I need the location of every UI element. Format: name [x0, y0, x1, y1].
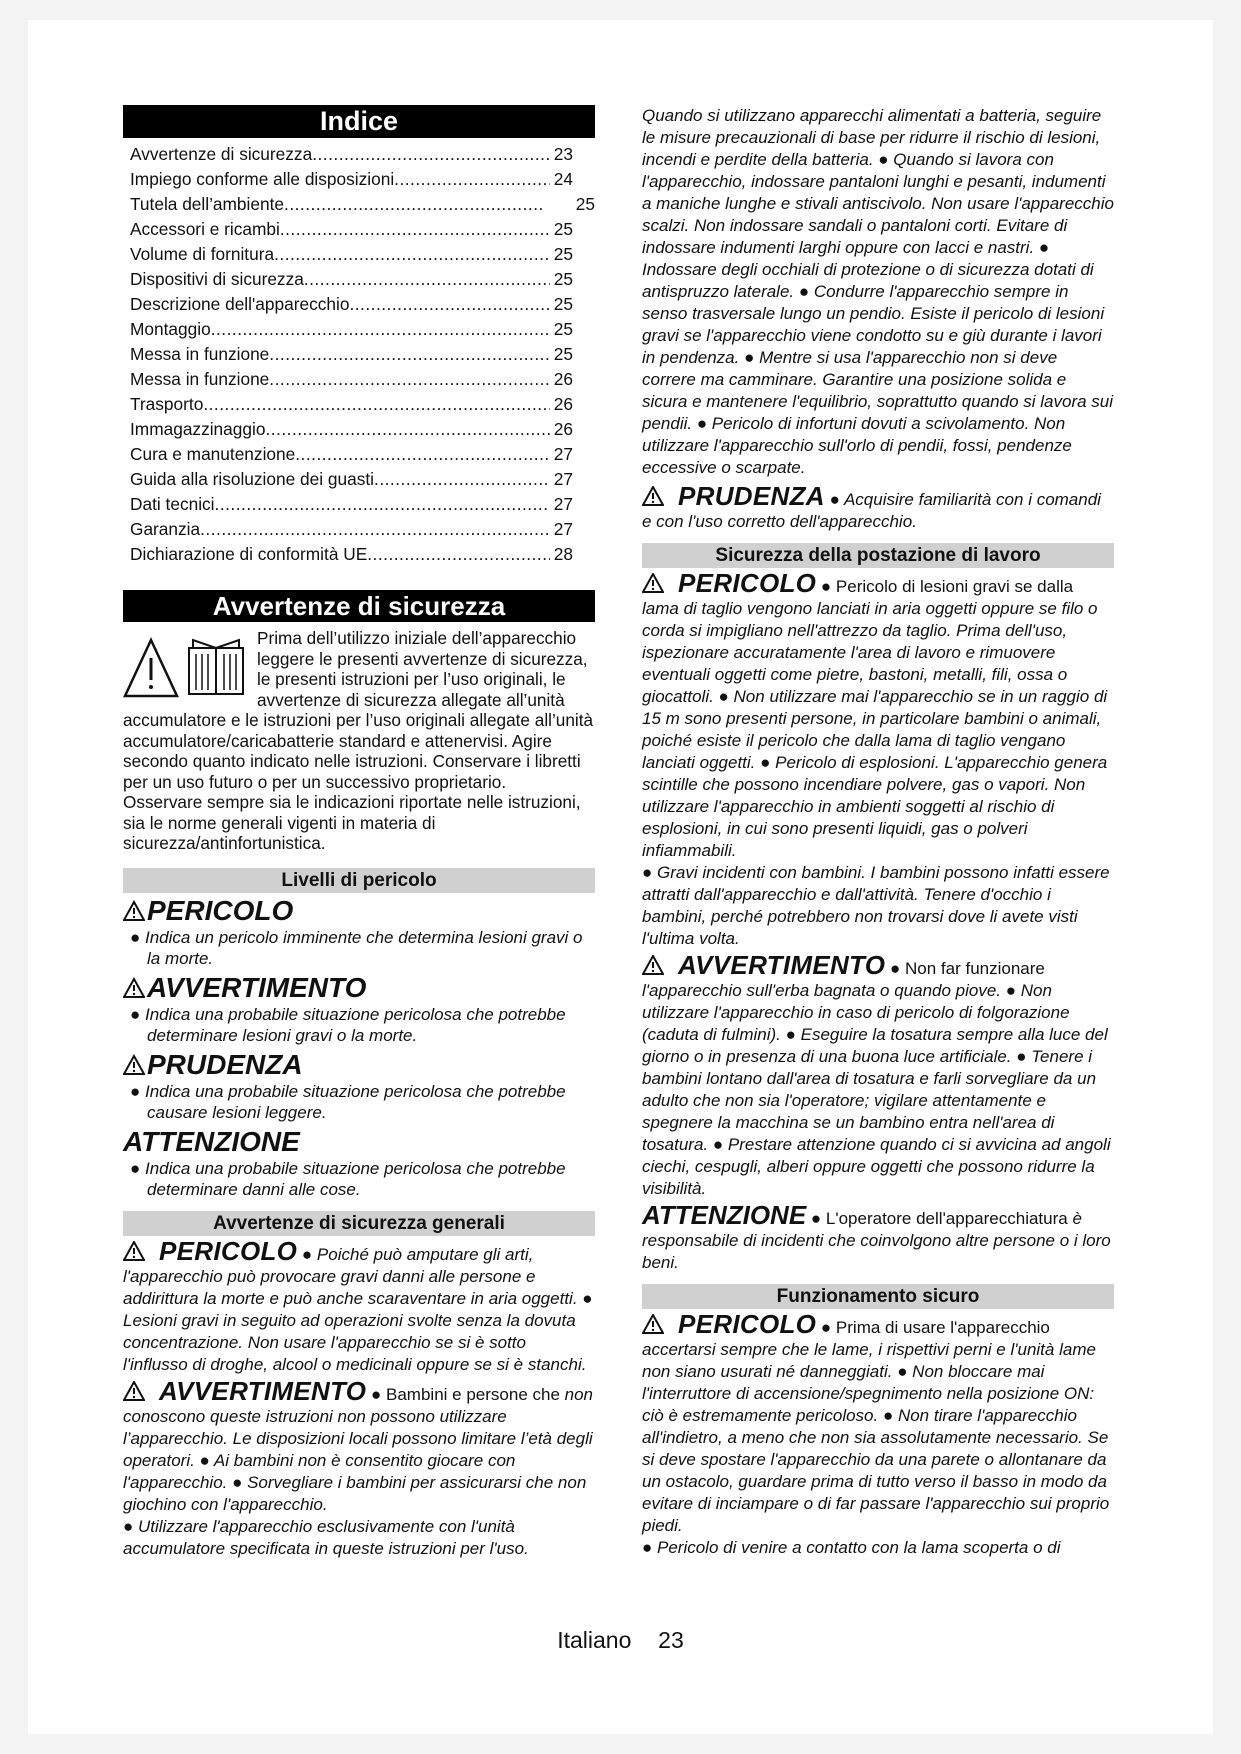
toc-item[interactable]: Messa in funzione ..... 25	[130, 342, 595, 367]
warning-icon	[123, 1381, 145, 1401]
general-avvertimento: AVVERTIMENTO ● Bambini e persone che non conoscono queste istruzioni non possono utilizzare l’apparecchio. Le disposizioni locali possono limitare l’età degli operatori. ● Ai bambini non è consentito giocare con l'apparecchio. ● Sorvegliare i bambini per assicurarsi che non giochino con l'apparecchio.	[123, 1375, 594, 1514]
toc-item[interactable]: Trasporto ..... 26	[130, 392, 595, 417]
workplace-safety-title: Sicurezza della postazione di lavoro	[642, 543, 1114, 568]
page-footer	[0, 1627, 1241, 1654]
warning-icon	[123, 1241, 145, 1261]
toc-item[interactable]: Descrizione dell'apparecchio ..... 25	[130, 292, 595, 317]
workplace-children: ● Gravi incidenti con bambini. I bambini possono infatti essere attratti dall'apparecchio e dall'attività. Tenere d'occhio i bambini, perché potrebbero non trovarsi dove li avete visti l'ultima volta.	[642, 863, 1110, 948]
workplace-attenzione: ATTENZIONE ● L'operatore dell'apparecchiatura è responsabile di incidenti che coinvolgono altre persone o i loro beni.	[642, 1200, 1111, 1272]
toc-item[interactable]: Montaggio ..... 25	[130, 317, 595, 342]
toc-list	[123, 142, 595, 567]
safety-intro-text-2: Osservare sempre sia le indicazioni riportate nelle istruzioni, sia le norme generali vigenti in materia di sicurezza/antinfortunistica.	[123, 792, 581, 853]
warning-icon	[642, 955, 664, 975]
toc-item[interactable]: Messa in funzione ..... 26	[130, 367, 595, 392]
toc-item[interactable]: Impiego conforme alle disposizioni ..... 24	[130, 167, 595, 192]
battery-text: Quando si utilizzano apparecchi alimentati a batteria, seguire le misure precauzionali di base per ridurre il rischio di lesioni, incendi e perdite della batteria. ● Quando si lavora con l'apparecchio, indossare pantaloni lunghi e pesanti, indumenti a maniche lunghe e stivali antiscivolo. Non usare l'apparecchio scalzi. Non indossare sandali o pantaloni corti. Evitare di indossare indumenti larghi oppure con lacci e nastri. ● Indossare degli occhiali di protezione o di sicurezza dotati di antispruzzo laterale. ● Condurre l'apparecchio sempre in senso trasversale lungo un pendio. Esiste il pericolo di lesioni gravi se l'apparecchio viene condotto su e giù durante i lavori in pendenza. ● Mentre si usa l'apparecchio non si deve correre ma camminare. Garantire una posizione solida e sicura e mantenere l'equilibrio, soprattutto quando si lavora sui pendii. ● Pericolo di infortuni dovuti a scivolamento. Non utilizzare l'apparecchio sull'orlo di pendii, fossi, pendenze eccessive o scarpate.	[642, 106, 1114, 477]
level-avvertimento: AVVERTIMENTO	[123, 972, 595, 1004]
toc-item[interactable]: Tutela dell’ambiente ..... 25	[130, 192, 595, 217]
toc-item[interactable]: Avvertenze di sicurezza ..... 23	[130, 142, 595, 167]
workplace-avvertimento: AVVERTIMENTO ● Non far funzionare l'apparecchio sull'erba bagnata o quando piove. ● Non utilizzare l'apparecchio in caso di pericolo di folgorazione (caduta di fulmini). ● Eseguire la tosatura sempre alla luce del giorno o in presenza di una buona luce artificiale. ● Tenere i bambini lontano dall'area di tosatura e farli sorvegliare da un adulto che non sia l'operatore; vigilare attentamente e spegnere la macchina se un bambino entra nell'area di tosatura. ● Prestare attenzione quando ci si avvicina ad angoli ciechi, cespugli, alberi oppure oggetti che possono ridurre la visibilità.	[642, 950, 1111, 1198]
safety-section-title: Avvertenze di sicurezza	[123, 590, 595, 622]
toc-item[interactable]: Immagazzinaggio ..... 26	[130, 417, 595, 442]
general-accumulator: ● Utilizzare l'apparecchio esclusivamente con l'unità accumulatore specificata in queste istruzioni per l'uso.	[123, 1516, 529, 1558]
left-column	[123, 105, 595, 1560]
toc-item[interactable]: Dati tecnici ..... 27	[130, 492, 595, 517]
toc-item[interactable]: Dichiarazione di conformità UE ..... 28	[130, 542, 595, 567]
footer-language: Italiano	[557, 1627, 632, 1653]
toc-item[interactable]: Guida alla risoluzione dei guasti ..... 27	[130, 467, 595, 492]
safety-intro	[123, 628, 595, 854]
footer-page-number: 23	[658, 1627, 684, 1653]
toc-item[interactable]: Volume di fornitura ..... 25	[130, 242, 595, 267]
right-column	[642, 105, 1114, 1559]
toc-item[interactable]: Garanzia ..... 27	[130, 517, 595, 542]
level-avvertimento-text: ● Indica una probabile situazione pericolosa che potrebbe determinare lesioni gravi o la morte.	[130, 1004, 566, 1045]
safety-intro-text: Prima dell’utilizzo iniziale dell’apparecchio leggere le presenti avvertenze di sicurezza, le presenti istruzioni per l’uso originali, le avvertenze di sicurezza allegate all’unità accumulatore e le istruzioni per l’uso originali allegate all’unità accumulatore/caricabatterie standard e attenervisi. Agire secondo quanto indicato nelle istruzioni. Conservare i libretti per un uso futuro o per un successivo proprietario.	[123, 628, 594, 792]
level-prudenza: PRUDENZA	[123, 1049, 595, 1081]
right-prudenza: PRUDENZA ● Acquisire familiarità con i comandi e con l'uso corretto dell'apparecchio.	[642, 481, 1101, 531]
toc-title: Indice	[123, 105, 595, 138]
warning-book-icons	[123, 636, 251, 702]
warning-icon	[123, 900, 145, 922]
level-attenzione: ATTENZIONE	[123, 1125, 300, 1157]
safe-operation-contact: ● Pericolo di venire a contatto con la lama scoperta o di	[642, 1538, 1061, 1557]
level-pericolo: PERICOLO	[123, 895, 595, 927]
workplace-pericolo: PERICOLO ● Pericolo di lesioni gravi se dalla lama di taglio vengono lanciati in aria oggetti oppure se filo o corda si impigliano nell'attrezzo da taglio. Prima dell'uso, ispezionare accuratamente l'area di lavoro e rimuovere eventuali oggetti come pietre, bastoni, metalli, fili, ossa o giocattoli. ● Non utilizzare mai l'apparecchio se in un raggio di 15 m sono presenti persone, in particolare bambini o animali, poiché esiste il pericolo che dalla lama di taglio vengano lanciati oggetti. ● Pericolo di esplosioni. L'apparecchio genera scintille che possono incendiare polvere, gas o vapori. Non utilizzare l'apparecchio in ambienti soggetti al rischio di esplosioni, in cui sono presenti liquidi, gas o polveri infiammabili.	[642, 568, 1108, 860]
warning-icon	[642, 573, 664, 593]
warning-triangle-icon	[125, 640, 177, 696]
warning-icon	[642, 1314, 664, 1334]
manual-book-icon	[189, 640, 243, 694]
safe-operation-title: Funzionamento sicuro	[642, 1284, 1114, 1309]
warning-icon	[123, 977, 145, 999]
toc-item[interactable]: Dispositivi di sicurezza ..... 25	[130, 267, 595, 292]
toc-item[interactable]: Accessori e ricambi ..... 25	[130, 217, 595, 242]
level-attenzione-text: ● Indica una probabile situazione pericolosa che potrebbe determinare danni alle cose.	[130, 1158, 566, 1199]
general-safety-title: Avvertenze di sicurezza generali	[123, 1211, 595, 1236]
level-pericolo-text: ● Indica un pericolo imminente che determina lesioni gravi o la morte.	[130, 927, 583, 968]
level-prudenza-text: ● Indica una probabile situazione pericolosa che potrebbe causare lesioni leggere.	[130, 1081, 566, 1122]
warning-icon	[123, 1054, 145, 1076]
safe-operation-pericolo: PERICOLO ● Prima di usare l'apparecchio accertarsi sempre che le lame, i rispettivi perni e l'unità lame non siano usurati né danneggiati. ● Non bloccare mai l'interruttore di accensione/spegnimento nella posizione ON: ciò è estremamente pericoloso. ● Non tirare l'apparecchio all'indietro, a meno che non sia assolutamente necessario. Se si deve spostare l'apparecchio da una parete o allontanare da un ostacolo, guardare prima di tutto verso il basso in modo da evitare di inciampare o di far passare l'apparecchio sui proprio piedi.	[642, 1309, 1110, 1535]
danger-levels-title: Livelli di pericolo	[123, 868, 595, 893]
warning-icon	[642, 486, 664, 506]
general-pericolo: PERICOLO ● Poiché può amputare gli arti, l'apparecchio può provocare gravi danni alle persone e addirittura la morte e può anche scaraventare in aria oggetti. ● Lesioni gravi in seguito ad operazioni svolte senza la dovuta concentrazione. Non usare l'apparecchio se si è sotto l'influsso di droghe, alcool o medicinali oppure se si è stanchi.	[123, 1235, 593, 1374]
toc-item[interactable]: Cura e manutenzione ..... 27	[130, 442, 595, 467]
